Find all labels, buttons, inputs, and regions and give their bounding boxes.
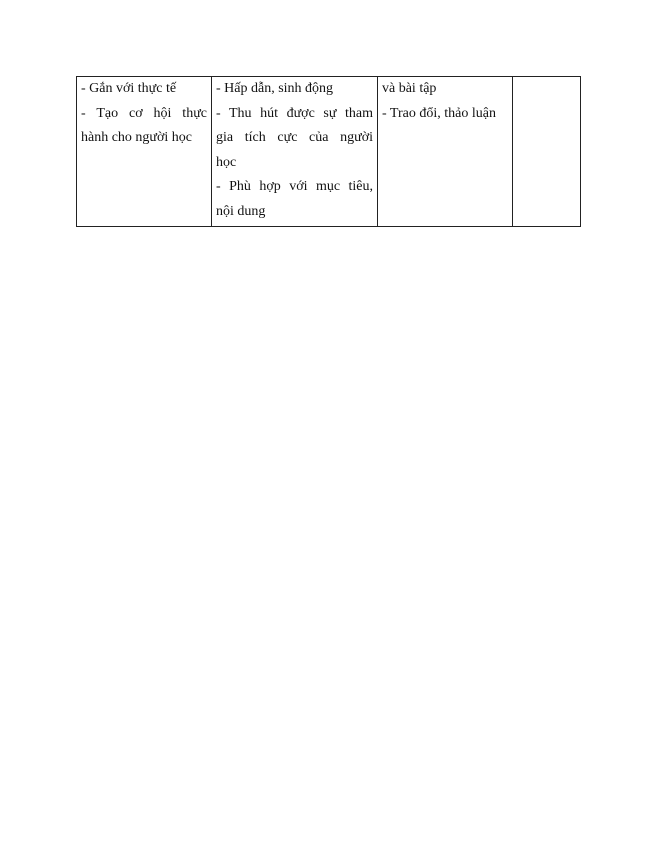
cell-line: - Phù hợp với mục tiêu, [216,179,373,194]
cell-line: - Gắn với thực tế [81,81,177,96]
cell-line: - Hấp dẫn, sinh động [216,81,334,96]
table-cell-requirements [212,77,378,227]
cell-line: - Tạo cơ hội thực [81,105,207,121]
content-table [76,76,581,227]
table-cell-criteria [77,77,212,227]
table-cell-empty [513,77,581,227]
cell-line: và bài tập [382,81,437,96]
table-cell-methods [378,77,513,227]
cell-line: hành cho người học [81,130,193,145]
cell-line: gia tích cực của người [216,130,373,145]
cell-line: nội dung [216,203,266,219]
cell-line: - Trao đổi, thảo luận [382,105,496,121]
table-row [77,77,581,227]
cell-line: - Thu hút được sự tham [216,105,373,121]
cell-line: học [216,154,237,170]
